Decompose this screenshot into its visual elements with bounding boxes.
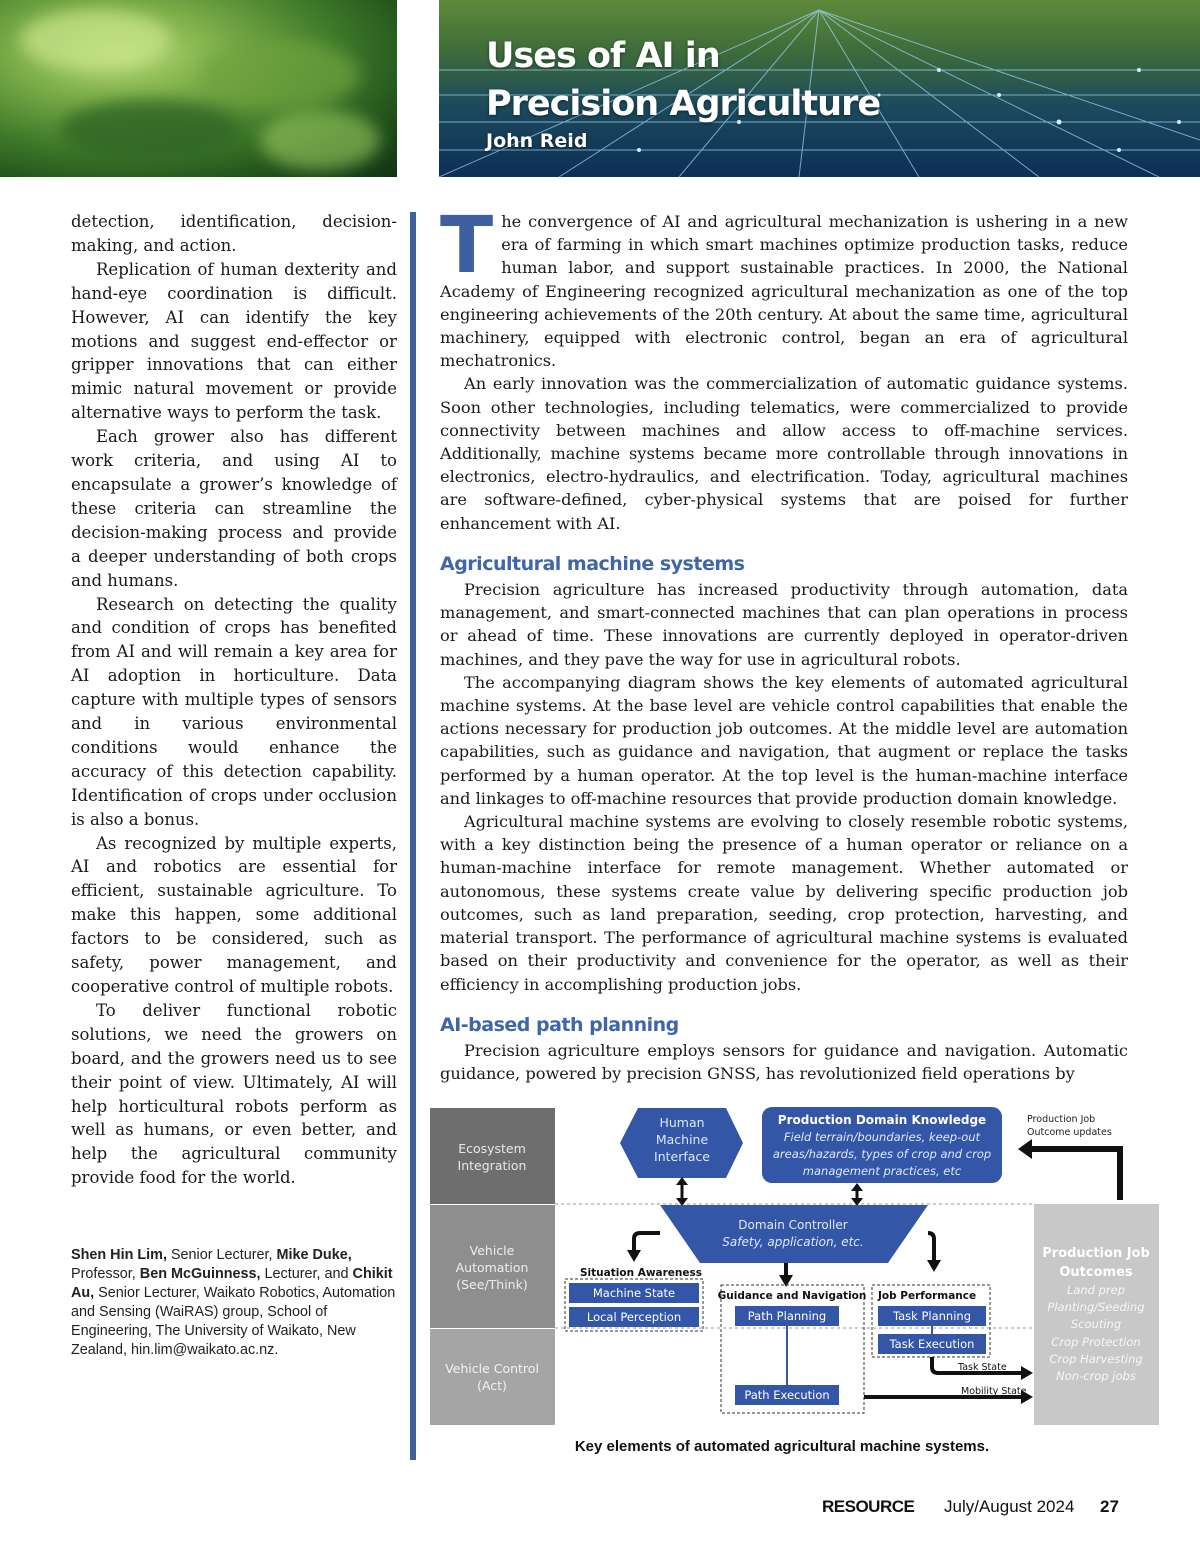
layer-ecosystem — [430, 1108, 555, 1204]
figure-caption: Key elements of automated agricultural machine systems. — [574, 1438, 990, 1455]
svg-text:Human: Human — [659, 1115, 705, 1130]
svg-text:Outcome updates: Outcome updates — [1027, 1127, 1112, 1138]
svg-text:Safety, application, etc.: Safety, application, etc. — [722, 1235, 864, 1249]
production-job-outcomes — [1034, 1204, 1159, 1425]
left-paragraph: detection, identification, decision-making, and action. — [71, 212, 397, 255]
body-paragraph: The accompanying diagram shows the key elements of automated agricultural machine systems. At the base level are vehicle control capabilities that enable the actions necessary for production job outcomes. At the middle level are automation capabilities, such as guidance and navigation, that augment or replace the tasks performed by a human operator. At the top level is the human-machine interface and linkages to off-machine resources that provide production domain knowledge. — [440, 672, 1128, 808]
left-paragraph: Research on detecting the quality and condition of crops has benefited from AI and will remain a key area for AI adoption in horticulture. Data capture with multiple types of sensors and in various environmental conditions would enhance the accuracy of this detection capability. Identification of crops under occlusion is also a bonus. — [71, 594, 397, 829]
layer-label: Vehicle Control — [445, 1361, 539, 1376]
lead-paragraph: The convergence of AI and agricultural mechanization is ushering in a new era of farming in which smart machines optimize production tasks, reduce human labor, and support sustainable practices. In 2000, the National Academy of Engineering recognized agricultural mechanization as one of the top engineering achievements of the 20th century. At about the same time, agricultural machinery, equipped with electronic control, began an era of agricultural mechatronics. — [440, 201, 1128, 371]
layer-label: (See/Think) — [456, 1277, 528, 1292]
svg-text:management practices, etc: management practices, etc — [802, 1164, 962, 1178]
svg-text:Guidance and Navigation: Guidance and Navigation — [717, 1290, 867, 1302]
svg-text:Crop Protection: Crop Protection — [1051, 1335, 1141, 1349]
machine-systems-diagram — [428, 1105, 1161, 1430]
leaf-photo — [0, 0, 397, 177]
svg-text:Machine State: Machine State — [592, 1286, 676, 1300]
svg-text:Task State: Task State — [958, 1362, 1007, 1373]
svg-text:Field terrain/boundaries, keep: Field terrain/boundaries, keep-out — [783, 1130, 981, 1144]
header-banner — [439, 0, 1200, 177]
publication-name: RESOURCE — [822, 1497, 915, 1516]
svg-text:Domain Controller: Domain Controller — [738, 1218, 848, 1232]
layer-label: Integration — [457, 1158, 527, 1173]
section-heading: Agricultural machine systems — [440, 552, 745, 575]
main-column — [440, 201, 1128, 1085]
svg-text:Land prep: Land prep — [1066, 1283, 1126, 1297]
svg-text:Outcomes: Outcomes — [1059, 1265, 1133, 1280]
svg-text:areas/hazards, types of crop a: areas/hazards, types of crop and crop — [772, 1147, 992, 1161]
body-paragraph: Precision agriculture employs sensors for guidance and navigation. Automatic guidance, powered by precision GNSS, has revolutionized field operations by — [440, 1040, 1128, 1084]
left-paragraph: Each grower also has different work criteria, and using AI to encapsulate a grower’s knowledge of these criteria can streamline the decision-making process and provide a deeper understanding of both crops and humans. — [71, 427, 397, 590]
svg-text:Crop Harvesting: Crop Harvesting — [1049, 1352, 1143, 1366]
left-paragraph: As recognized by multiple experts, AI and robotics are essential for efficient, sustainable agriculture. To make this happen, some additional factors to be considered, such as safety, power management, and cooperative control of multiple robots. — [71, 833, 397, 996]
left-paragraph: Replication of human dexterity and hand-eye coordination is difficult. However, AI can identify the key motions and suggest end-effector or gripper innovations that can either mimic natural movement or provide alternative ways to perform the task. — [71, 259, 397, 423]
article-title: Uses of AI in Precision Agriculture — [486, 36, 881, 124]
column-divider — [410, 212, 416, 1460]
author-affiliation: Shen Hin Lim, Senior Lecturer, Mike Duke, Professor, Ben McGuinness, Lecturer, and Chikit Au, Senior Lecturer, Waikato Robotics, Automation and Sensing (WaiRAS) group, School of Engineering, The University of Waikato, New Zealand, hin.lim@waikato.ac.nz. — [71, 1247, 396, 1358]
drop-cap: T — [440, 201, 494, 291]
domain-controller-node — [660, 1205, 928, 1263]
layer-vehicle-control — [430, 1329, 555, 1425]
left-column — [71, 210, 397, 1190]
body-paragraph: An early innovation was the commercialization of automatic guidance systems. Soon other technologies, including telematics, were commercialized to provide connectivity between machines and allow access to off-machine services. Additionally, machine systems became more controllable through innovations in electronics, electro-hydraulics, and electrification. Today, agricultural machines are software-defined, cyber-physical systems that are poised for further enhancement with AI. — [440, 374, 1128, 533]
svg-text:Job Performance: Job Performance — [878, 1290, 977, 1302]
layer-label: (Act) — [477, 1378, 507, 1393]
svg-text:Task Planning: Task Planning — [892, 1309, 972, 1323]
svg-text:Situation Awareness: Situation Awareness — [580, 1267, 703, 1279]
svg-text:Task Execution: Task Execution — [889, 1337, 975, 1351]
svg-text:Production Domain Knowledge: Production Domain Knowledge — [777, 1113, 987, 1127]
update-arrow — [1028, 1149, 1120, 1200]
layer-label: Ecosystem — [458, 1141, 526, 1156]
article-author: John Reid — [486, 130, 588, 152]
svg-text:Interface: Interface — [654, 1149, 710, 1164]
svg-text:Non-crop jobs: Non-crop jobs — [1056, 1369, 1136, 1383]
svg-text:Path Execution: Path Execution — [744, 1388, 830, 1402]
body-paragraph: Agricultural machine systems are evolving to closely resemble robotic systems, with a key distinction being the presence of a human operator or reliance on a human-machine interface for remote management. Whether automated or autonomous, these systems create value by delivering specific production job outcomes, such as land preparation, seeding, crop protection, harvesting, and material transport. The performance of agricultural machine systems is evaluated based on their productivity and convenience for the operator, as well as their efficiency in accomplishing production jobs. — [440, 812, 1128, 994]
body-paragraph: Precision agriculture has increased productivity through automation, data management, and smart-connected machines that can plan operations in process or ahead of time. These innovations are currently deployed in operator-driven machines, and they pave the way for use in agricultural robots. — [440, 580, 1128, 669]
svg-text:Production Job: Production Job — [1042, 1246, 1150, 1261]
layer-label: Vehicle — [469, 1243, 515, 1258]
svg-text:Mobility State: Mobility State — [961, 1386, 1027, 1397]
svg-text:Machine: Machine — [655, 1132, 709, 1147]
section-heading: AI-based path planning — [440, 1013, 679, 1036]
layer-label: Automation — [455, 1260, 529, 1275]
svg-text:Path Planning: Path Planning — [747, 1309, 827, 1323]
issue-date: July/August 2024 — [944, 1497, 1075, 1516]
left-paragraph: To deliver functional robotic solutions, we need the growers on board, and the growers need us to see their point of view. Ultimately, AI will help horticultural robots perform as well as humans, or even better, and help the agricultural community provide food for the world. — [71, 1000, 397, 1188]
svg-text:Scouting: Scouting — [1070, 1317, 1122, 1331]
page-number: 27 — [1100, 1497, 1119, 1516]
svg-text:Planting/Seeding: Planting/Seeding — [1047, 1300, 1145, 1314]
svg-text:Production Job: Production Job — [1027, 1114, 1096, 1125]
svg-text:Local Perception: Local Perception — [586, 1310, 682, 1324]
